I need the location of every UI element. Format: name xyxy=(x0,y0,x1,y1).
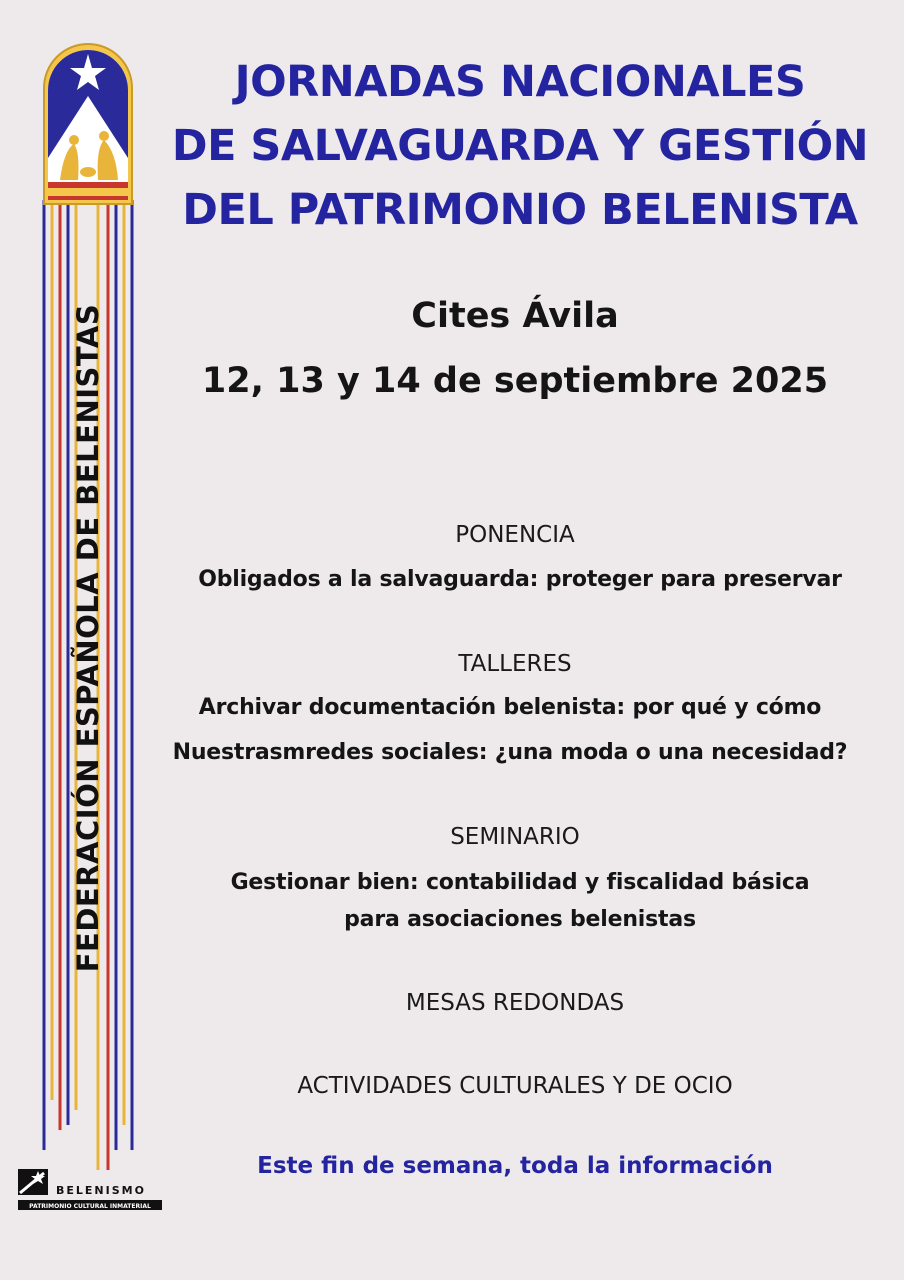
ponencia-item: Obligados a la salvaguarda: proteger para preservar xyxy=(198,567,842,592)
ponencia-heading: PONENCIA xyxy=(455,522,575,548)
title-line-1: JORNADAS NACIONALES xyxy=(234,57,806,107)
actividades-heading: ACTIVIDADES CULTURALES Y DE OCIO xyxy=(297,1073,733,1099)
page-title xyxy=(150,50,890,242)
feb-logo-icon xyxy=(40,40,136,206)
seminario-item-2: para asociaciones belenistas xyxy=(344,907,696,932)
mesas-redondas-heading: MESAS REDONDAS xyxy=(405,990,625,1016)
title-line-3: DEL PATRIMONIO BELENISTA xyxy=(182,185,858,235)
event-dates: 12, 13 y 14 de septiembre 2025 xyxy=(201,361,829,401)
seminario-heading: SEMINARIO xyxy=(450,824,580,850)
federation-vertical-title: FEDERACIÓN ESPAÑOLA DE BELENISTAS xyxy=(71,303,105,973)
belenismo-title: BELENISMO xyxy=(56,1184,146,1197)
belenismo-subtitle: PATRIMONIO CULTURAL INMATERIAL xyxy=(29,1203,151,1210)
taller-item-1: Archivar documentación belenista: por qué y cómo xyxy=(198,695,822,720)
event-venue: Cites Ávila xyxy=(411,296,619,336)
title-line-2: DE SALVAGUARDA Y GESTIÓN xyxy=(171,121,869,171)
taller-item-2: Nuestrasmredes sociales: ¿una moda o una necesidad? xyxy=(172,740,848,765)
seminario-item-1: Gestionar bien: contabilidad y fiscalidad básica xyxy=(230,870,810,895)
talleres-heading: TALLERES xyxy=(458,651,572,677)
info-note: Este fin de semana, toda la información xyxy=(257,1153,773,1179)
